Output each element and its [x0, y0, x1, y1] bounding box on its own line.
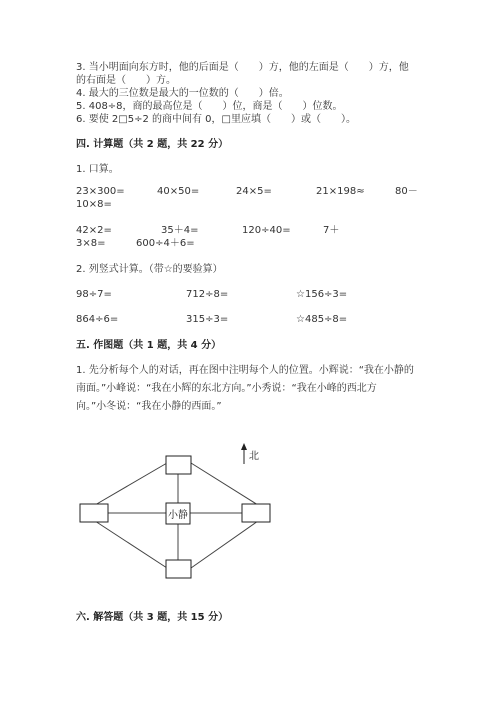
- calc-item: 42×2=: [76, 225, 112, 236]
- answer-box-south[interactable]: [166, 560, 191, 578]
- calc-item: 864÷6=: [76, 314, 119, 325]
- calc-item: 3×8=: [76, 238, 106, 249]
- north-label: 北: [249, 451, 259, 462]
- question-3-line-1: 3. 当小明面向东方时，他的后面是（ ）方，他的左面是（ ）方，他: [76, 62, 409, 73]
- question-6: 6. 要使 2□5÷2 的商中间有 0，□里应填（ ）或（ ）。: [76, 114, 356, 125]
- calc-item: 40×50=: [157, 186, 200, 197]
- connector-line: [191, 463, 258, 505]
- question-paragraph-line-1: 1. 先分析每个人的对话，再在图中注明每个人的位置。小辉说：“我在小静的: [76, 365, 414, 376]
- calc-item: 120÷40=: [242, 225, 291, 236]
- calc-item: 23×300=: [76, 186, 125, 197]
- section-6-heading: 六. 解答题（共 3 题，共 15 分）: [76, 612, 229, 623]
- question-paragraph-line-3: 向。”小冬说：“我在小静的西面。”: [76, 401, 222, 412]
- question-4: 4. 最大的三位数是最大的一位数的（ ）倍。: [76, 88, 289, 99]
- calc-item: ☆485÷8=: [296, 314, 348, 325]
- section-4-sub-1: 1. 口算。: [76, 164, 119, 175]
- calc-item: 712÷8=: [186, 289, 229, 300]
- north-arrow-icon: [241, 443, 247, 450]
- calc-item: 21×198≈: [316, 186, 365, 197]
- connector-line: [191, 521, 258, 568]
- position-diagram: [70, 440, 280, 585]
- calc-item: 24×5=: [236, 186, 272, 197]
- connector-line: [95, 521, 167, 568]
- section-4-heading: 四. 计算题（共 2 题，共 22 分）: [76, 139, 229, 150]
- calc-item: 98÷7=: [76, 289, 112, 300]
- answer-box-west[interactable]: [80, 504, 108, 522]
- calc-item: 80－: [395, 186, 418, 197]
- answer-box-east[interactable]: [242, 504, 270, 522]
- calc-item: 10×8=: [76, 199, 112, 210]
- question-5: 5. 408÷8，商的最高位是（ ）位，商是（ ）位数。: [76, 101, 343, 112]
- calc-item: 315÷3=: [186, 314, 229, 325]
- calc-item: 35＋4=: [161, 225, 199, 236]
- center-label: 小静: [168, 510, 188, 521]
- question-paragraph-line-2: 南面。”小峰说：“我在小辉的东北方向。”小秀说：“我在小峰的西北方: [76, 383, 377, 394]
- calc-item: 7＋: [323, 225, 340, 236]
- calc-item: ☆156÷3=: [296, 289, 348, 300]
- question-3-line-2: 的右面是（ ）方。: [76, 75, 176, 86]
- connector-line: [95, 463, 167, 505]
- calc-item: 600÷4＋6=: [136, 238, 195, 249]
- section-5-heading: 五. 作图题（共 1 题，共 4 分）: [76, 340, 222, 351]
- section-4-sub-2: 2. 列竖式计算。（带☆的要验算）: [76, 264, 223, 275]
- answer-box-north[interactable]: [166, 456, 191, 474]
